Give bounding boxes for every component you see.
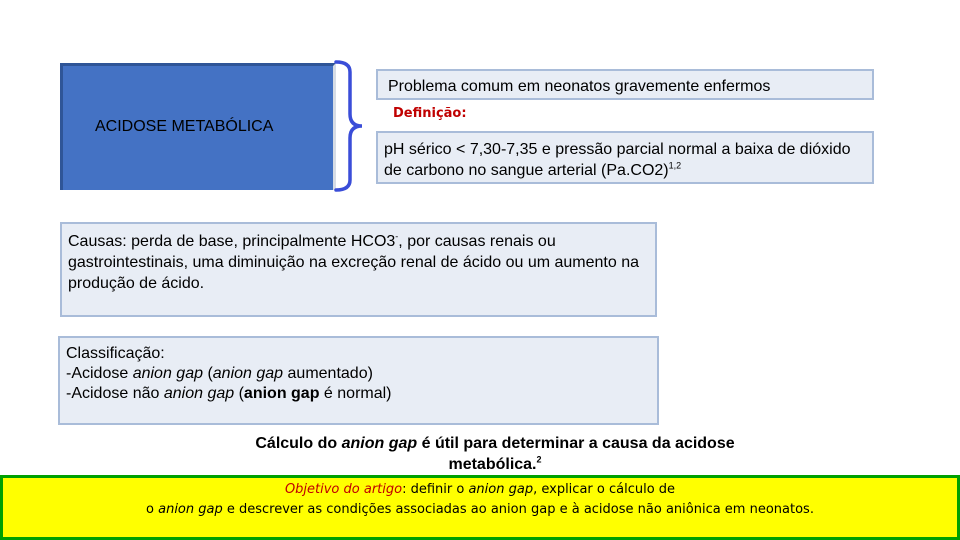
causas-box (60, 222, 657, 317)
classificacao-line-2-suffix: é normal) (319, 385, 392, 402)
objetivo-text-1: : definir o (402, 482, 469, 497)
objetivo-italic-1: anion gap (468, 482, 534, 497)
classificacao-line-1-italic: anion gap (132, 365, 203, 382)
definicao-refs: 1,2 (668, 160, 682, 171)
objetivo-text-4: e descrever as condições associadas ao anion gap e à acidose não aniônica em neonatos. (222, 502, 814, 517)
page-title: ACIDOSE METABÓLICA (95, 118, 274, 135)
classificacao-line-1-prefix: -Acidose (66, 365, 133, 382)
calculo-text (255, 433, 735, 475)
curly-brace (328, 58, 368, 194)
objetivo-banner (0, 475, 960, 540)
calculo-italic: anion gap (341, 435, 418, 452)
classificacao-line-1-italic2: anion gap (212, 365, 284, 382)
calculo-prefix: Cálculo do (255, 435, 342, 452)
problema-box: Problema comum em neonatos gravemente enfermos (376, 69, 874, 100)
objetivo-italic-2: anion gap (158, 502, 223, 517)
classificacao-line-2-italic: anion gap (163, 385, 235, 402)
objetivo-text-2: , explicar o cálculo de (533, 482, 676, 497)
classificacao-line-1 (66, 364, 649, 384)
objetivo-line-1 (3, 480, 957, 500)
classificacao-line-2 (66, 384, 649, 404)
classificacao-heading: Classificação: (66, 345, 165, 362)
classificacao-box (58, 336, 659, 425)
definicao-text: pH sérico < 7,30-7,35 e pressão parcial normal a baixa de dióxido de carbono no sangue arterial (Pa.CO2) (384, 141, 851, 179)
objetivo-text-3: o (146, 502, 159, 517)
classificacao-line-2-bold: anion gap (243, 385, 320, 402)
classificacao-line-2-middle: ( (234, 385, 244, 402)
causas-text-1: Causas: perda de base, principalmente HCO3 (68, 233, 396, 250)
objetivo-label: Objetivo do artigo (284, 482, 403, 497)
calculo-ref: 2 (536, 454, 542, 465)
causas-text-2: , por causas renais ou gastrointestinais, uma diminuição na excreção renal de ácido ou um aumento na produção de ácido. (68, 233, 639, 292)
classificacao-line-2-prefix: -Acidose não (66, 385, 164, 402)
objetivo-line-2 (3, 500, 957, 520)
classificacao-line-1-suffix: aumentado) (283, 365, 373, 382)
calculo-suffix: é útil para determinar a causa da acidose metabólica. (417, 435, 735, 473)
definicao-box (376, 131, 874, 184)
causas-superscript: - (395, 231, 399, 242)
classificacao-line-1-middle: ( (203, 365, 213, 382)
definicao-label: Definição: (393, 106, 467, 121)
